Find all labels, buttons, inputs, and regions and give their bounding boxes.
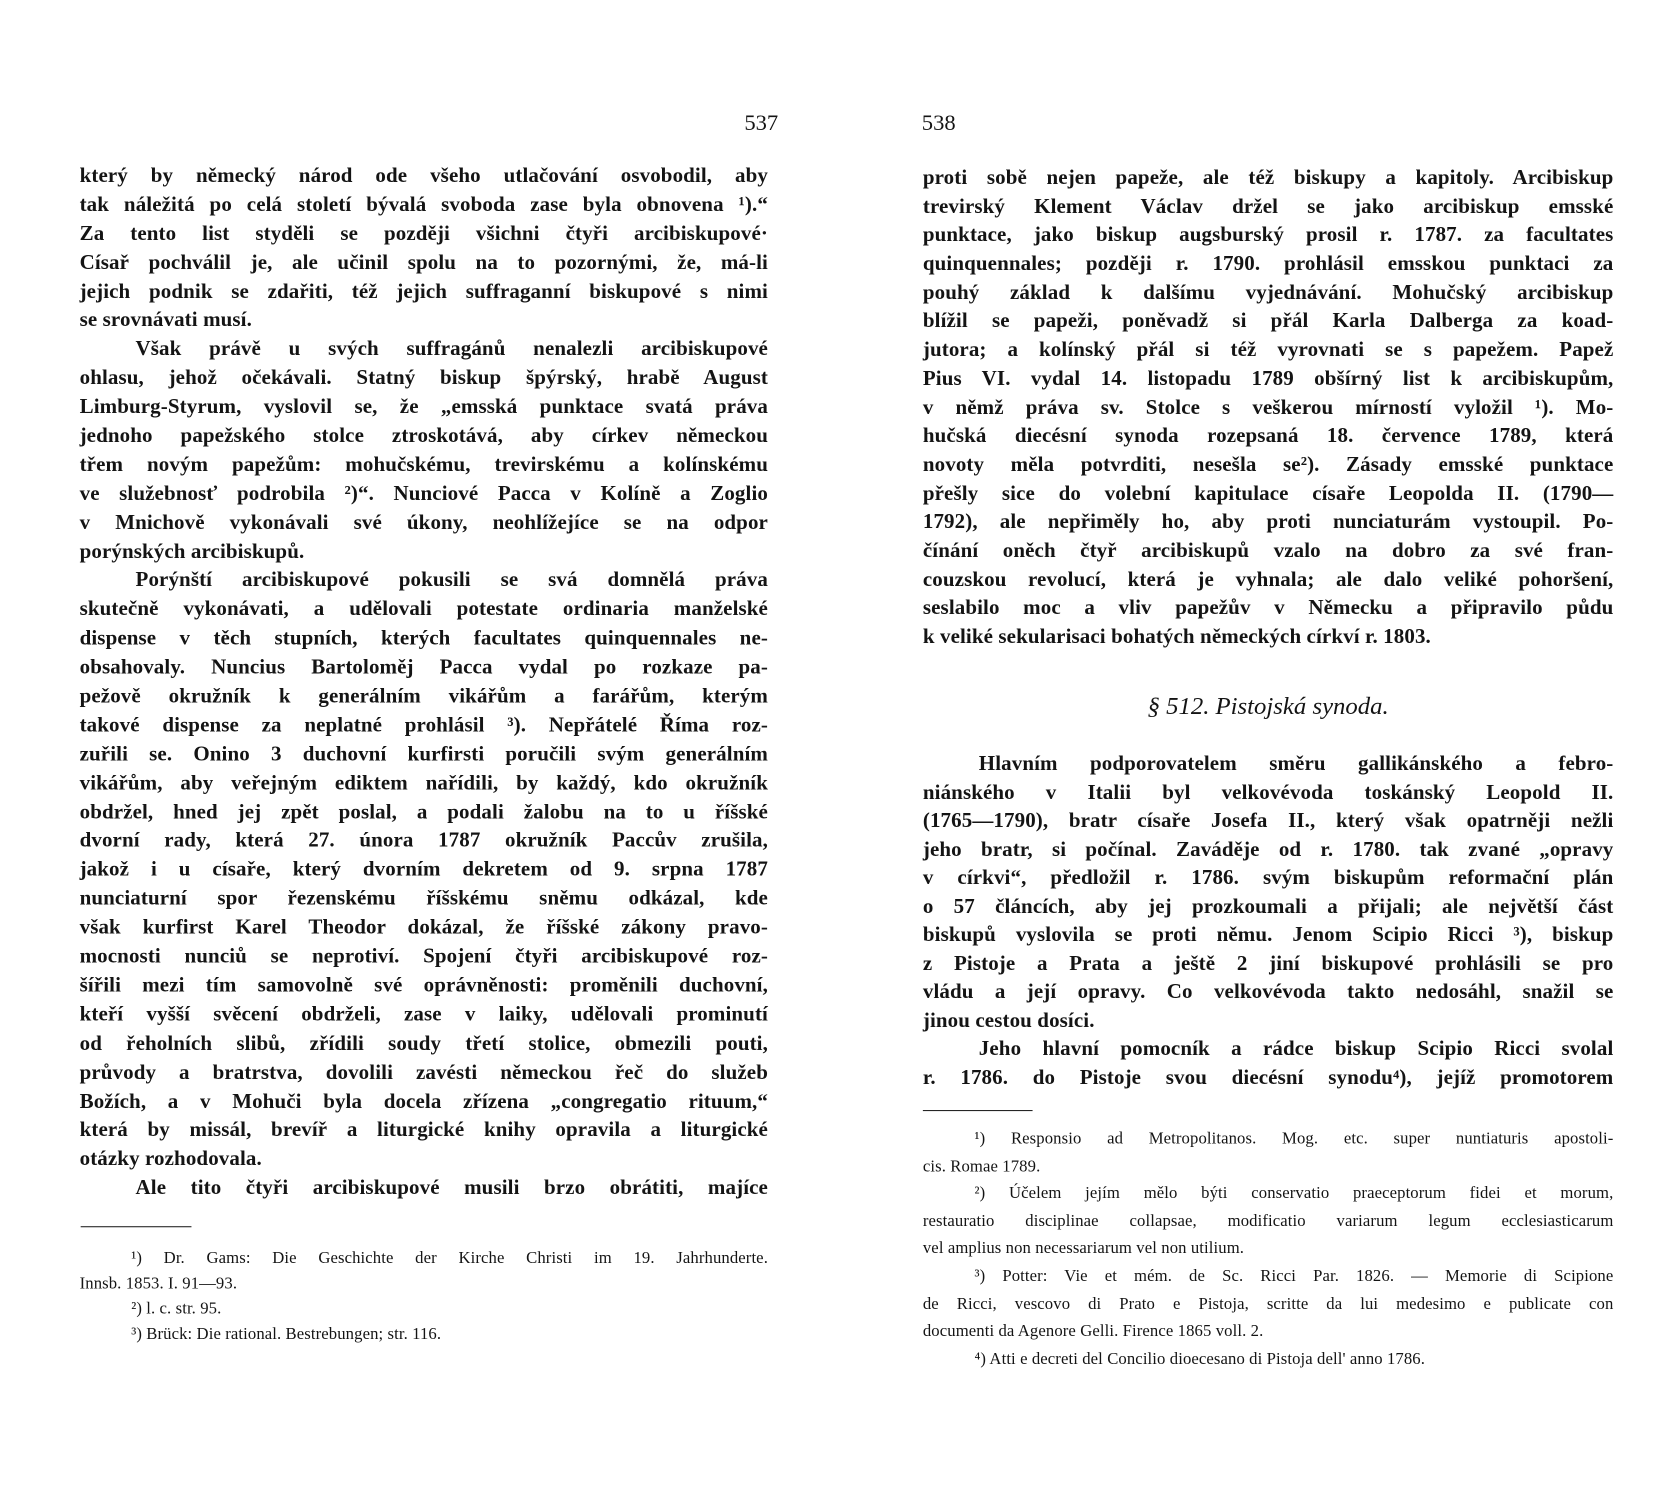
paragraph bbox=[80, 567, 768, 1174]
text-line: Ale tito čtyři arcibiskupové musili brzo obrátiti, majíce bbox=[135, 1176, 768, 1200]
footnote-line: ⁴) Atti e decreti del Concilio dioecesano di Pistoja dell' anno 1786. bbox=[974, 1349, 1426, 1368]
text-line: skutečně vykonávati, a udělovali potestate ordinaria manželské bbox=[79, 598, 768, 622]
text-line: obsahovaly. Nuncius Bartoloměj Pacca vydal po rozkaze pa- bbox=[79, 656, 768, 679]
text-line: pežově okružník k generálním vikářům a farářům, kterým bbox=[79, 685, 768, 708]
text-line: která by missál, brevíř a liturgické knihy opravila a liturgické bbox=[79, 1119, 768, 1142]
text-line: vikářům, aby veřejným ediktem nařídili, by každý, kdo okružník bbox=[79, 771, 768, 795]
footnote bbox=[923, 1345, 1614, 1373]
text-line: čínání oněch čtyř arcibiskupů vzalo na dobro za své fran- bbox=[922, 539, 1614, 563]
text-line: (1765—1790), bratr císaře Josefa II., který však opatrněji nežli bbox=[922, 809, 1614, 833]
text-line: dispense v těch stupních, kterých facultates quinquennales ne- bbox=[79, 627, 768, 650]
text-line: vládu a její opravy. Co velkovévoda takto nedosáhl, snažil se bbox=[922, 980, 1614, 1004]
text-line: v církvi“, předložil r. 1786. svým biskupům reformační plán bbox=[922, 866, 1614, 890]
paragraph bbox=[80, 162, 768, 336]
right-page-body-bottom bbox=[923, 751, 1614, 1093]
text-line: hučská diecésní synoda rozepsaná 18. července 1789, která bbox=[922, 425, 1614, 448]
text-line: blížil se papeži, poněvadž si přál Karla Dalberga za koad- bbox=[922, 310, 1614, 333]
text-line: pouhý základ k dalšímu vyjednávání. Mohučský arcibiskup bbox=[922, 281, 1614, 305]
footnote bbox=[80, 1296, 768, 1321]
paragraph bbox=[80, 1175, 768, 1204]
text-line: Za tento list styděli se později všichni čtyři arcibiskupové· bbox=[79, 222, 768, 246]
paragraph bbox=[923, 1036, 1614, 1093]
footnote-line: restauratio disciplinae collapsae, modificatio variarum legum ecclesiasticarum bbox=[922, 1211, 1614, 1231]
text-line: seslabilo moc a vliv papežův v Německu a připravilo půdu bbox=[922, 597, 1614, 620]
text-line: se srovnávati musí. bbox=[79, 309, 252, 332]
footnote bbox=[80, 1246, 768, 1297]
text-line: který by německý národ ode všeho utlačování osvobodil, aby bbox=[79, 164, 768, 188]
text-line: jeho bratr, si počínal. Zaváděje od r. 1780. tak zvané „opravy bbox=[922, 838, 1614, 862]
footnote-line: ¹) Dr. Gams: Die Geschichte der Kirche Christi im 19. Jahrhunderte. bbox=[131, 1248, 768, 1268]
text-line: ohlasu, jehož očekávali. Statný biskup špýrský, hrabě August bbox=[79, 367, 768, 390]
text-line: Pius VI. vydal 14. listopadu 1789 obšírný list k arcibiskupům, bbox=[922, 367, 1614, 391]
text-line: niánského v Italii byl velkovévoda toskánský Leopold II. bbox=[922, 781, 1614, 805]
footnote-line: ²) Účelem jejím mělo býti conservatio praeceptorum fidei et morum, bbox=[974, 1184, 1614, 1203]
footnote-line: ¹) Responsio ad Metropolitanos. Mog. etc. super nuntiaturis apostoli- bbox=[974, 1129, 1614, 1148]
text-line: jednoho papežského stolce ztroskotává, aby církev německou bbox=[79, 424, 768, 448]
text-line: proti sobě nejen papeže, ale též biskupy a kapitoly. Arcibiskup bbox=[922, 166, 1614, 190]
text-line: obdržel, hned jej zpět poslal, a podali žalobu na to u říšské bbox=[79, 800, 768, 824]
text-line: Však právě u svých suffragánů nenalezli arcibiskupové bbox=[135, 338, 768, 361]
text-line: trevirský Klement Václav držel se jako arcibiskup emsské bbox=[922, 195, 1614, 219]
text-line: tak náležitá po celá století bývalá svoboda zase byla obnovena ¹).“ bbox=[79, 193, 768, 217]
text-line: takové dispense za neplatné prohlásil ³). Nepřátelé Říma roz- bbox=[79, 714, 768, 737]
text-line: Božích, a v Mohuči byla docela zřízena „congregatio rituum,“ bbox=[79, 1090, 768, 1113]
footnote-line: ²) l. c. str. 95. bbox=[131, 1299, 222, 1318]
footnote bbox=[923, 1125, 1614, 1180]
text-line: jejich podnik se zdařiti, též jejich suffraganní biskupové s nimi bbox=[79, 280, 768, 303]
text-line: průvody a bratrstva, dovolili zavésti německou řeč do služeb bbox=[79, 1061, 768, 1084]
footnote-line: de Ricci, vescovo di Prato e Pistoja, scritte da lui medesimo e publicate con bbox=[922, 1294, 1614, 1313]
text-line: zuřili se. Onino 3 duchovní kurfirsti poručili svým generálním bbox=[79, 743, 768, 766]
paragraph bbox=[80, 336, 768, 567]
footnote-line: vel amplius non necessariarum vel non utilium. bbox=[922, 1239, 1245, 1258]
text-line: quinquennales; později r. 1790. prohlásil emsskou punktaci za bbox=[922, 252, 1614, 276]
footnote-divider-left bbox=[81, 1226, 192, 1227]
text-line: kteří vyšší svěcení obdrželi, zase v laiky, udělovali prominutí bbox=[79, 1003, 768, 1026]
text-line: v Mnichově vykonávali své úkony, neohlížejíce se na odpor bbox=[79, 511, 768, 535]
footnote-line: ³) Brück: Die rational. Bestrebungen; str. 116. bbox=[131, 1324, 442, 1343]
text-line: v němž práva sv. Stolce s veškerou mírností vyložil ¹). Mo- bbox=[922, 396, 1614, 419]
text-line: Limburg-Styrum, vyslovil se, že „emsská punktace svatá práva bbox=[79, 395, 768, 419]
text-line: nunciaturní spor řezenskému říšskému sněmu odkázal, kde bbox=[79, 887, 768, 911]
text-line: šířili mezi tím samovolně své oprávněnosti: proměnili duchovní, bbox=[79, 974, 768, 998]
text-line: k veliké sekularisaci bohatých německých církví r. 1803. bbox=[922, 625, 1431, 649]
text-line: od řeholních slibů, zřídili soudy třetí stolice, obmezili pouti, bbox=[79, 1032, 768, 1055]
footnote-line: cis. Romae 1789. bbox=[922, 1156, 1041, 1176]
text-line: novoty měla potvrditi, nesešla se²). Zásady emsské punktace bbox=[922, 453, 1614, 477]
text-line: dvorní rady, která 27. února 1787 okružník Paccův zrušila, bbox=[79, 829, 768, 853]
text-line: třem novým papežům: mohučskému, trevirskému a kolínskému bbox=[79, 453, 768, 477]
left-page-body bbox=[80, 162, 768, 1203]
text-line: jinou cestou dosíci. bbox=[922, 1009, 1095, 1033]
footnote bbox=[923, 1180, 1614, 1263]
text-line: mocnosti nunciů se neprotiví. Spojení čtyři arcibiskupové roz- bbox=[79, 945, 768, 969]
text-line: z Pistoje a Prata a ještě 2 jiní biskupové prohlásili se pro bbox=[922, 952, 1614, 976]
text-line: jutora; a kolínský přál si též vyrovnati se s papežem. Papež bbox=[922, 338, 1614, 362]
text-line: o 57 článcích, aby jej prozkoumali a přijali; ale největší část bbox=[922, 895, 1614, 919]
text-line: přešly sice do volební kapitulace císaře Leopolda II. (1790— bbox=[922, 482, 1614, 506]
footnote-line: ³) Potter: Vie et mém. de Sc. Ricci Par. 1826. — Memorie di Scipione bbox=[974, 1267, 1614, 1286]
text-line: 1792), ale nepřiměly ho, aby proti nunciaturám vystoupil. Po- bbox=[922, 511, 1614, 534]
page-number-left: 537 bbox=[744, 109, 779, 136]
page-number-right: 538 bbox=[921, 109, 956, 136]
text-line: porýnských arcibiskupů. bbox=[79, 540, 305, 564]
text-line: Hlavním podporovatelem směru gallikánského a febro- bbox=[978, 752, 1614, 776]
text-line: Císař pochválil je, ale učinil spolu na to pozornými, že, má-li bbox=[79, 251, 768, 274]
text-line: Porýnští arcibiskupové pokusili se svá domnělá práva bbox=[135, 569, 768, 593]
right-page-footnotes bbox=[923, 1125, 1614, 1373]
text-line: ve služebnosť podrobila ²)“. Nunciové Pacca v Kolíně a Zoglio bbox=[79, 482, 768, 506]
text-line: Jeho hlavní pomocník a rádce biskup Scipio Ricci svolal bbox=[978, 1037, 1614, 1061]
right-page-body-top bbox=[923, 165, 1614, 653]
section-heading: § 512. Pistojská synoda. bbox=[1147, 692, 1389, 720]
text-line: couzskou revolucí, která je vyhnala; ale dalo veliké pohoršení, bbox=[922, 568, 1614, 592]
text-line: r. 1786. do Pistoje svou diecésní synodu⁴), jejíž promotorem bbox=[922, 1066, 1614, 1090]
footnote-line: Innsb. 1853. I. 91—93. bbox=[79, 1274, 238, 1293]
footnote bbox=[923, 1263, 1614, 1346]
text-line: jakož i u císaře, který dvorním dekretem od 9. srpna 1787 bbox=[79, 858, 768, 882]
paragraph bbox=[923, 751, 1614, 1036]
left-page-footnotes bbox=[80, 1246, 768, 1347]
paragraph bbox=[923, 165, 1614, 653]
text-line: punktace, jako biskup augsburský prosil r. 1787. za facultates bbox=[922, 224, 1614, 247]
footnote bbox=[80, 1321, 768, 1346]
text-line: biskupů vyslovila se proti němu. Jenom Scipio Ricci ³), biskup bbox=[922, 923, 1614, 947]
text-line: otázky rozhodovala. bbox=[79, 1147, 262, 1171]
footnote-divider-right bbox=[923, 1110, 1033, 1111]
text-line: však kurfirst Karel Theodor dokázal, že říšské zákony pravo- bbox=[79, 916, 768, 940]
footnote-line: documenti da Agenore Gelli. Firence 1865 voll. 2. bbox=[922, 1322, 1264, 1341]
